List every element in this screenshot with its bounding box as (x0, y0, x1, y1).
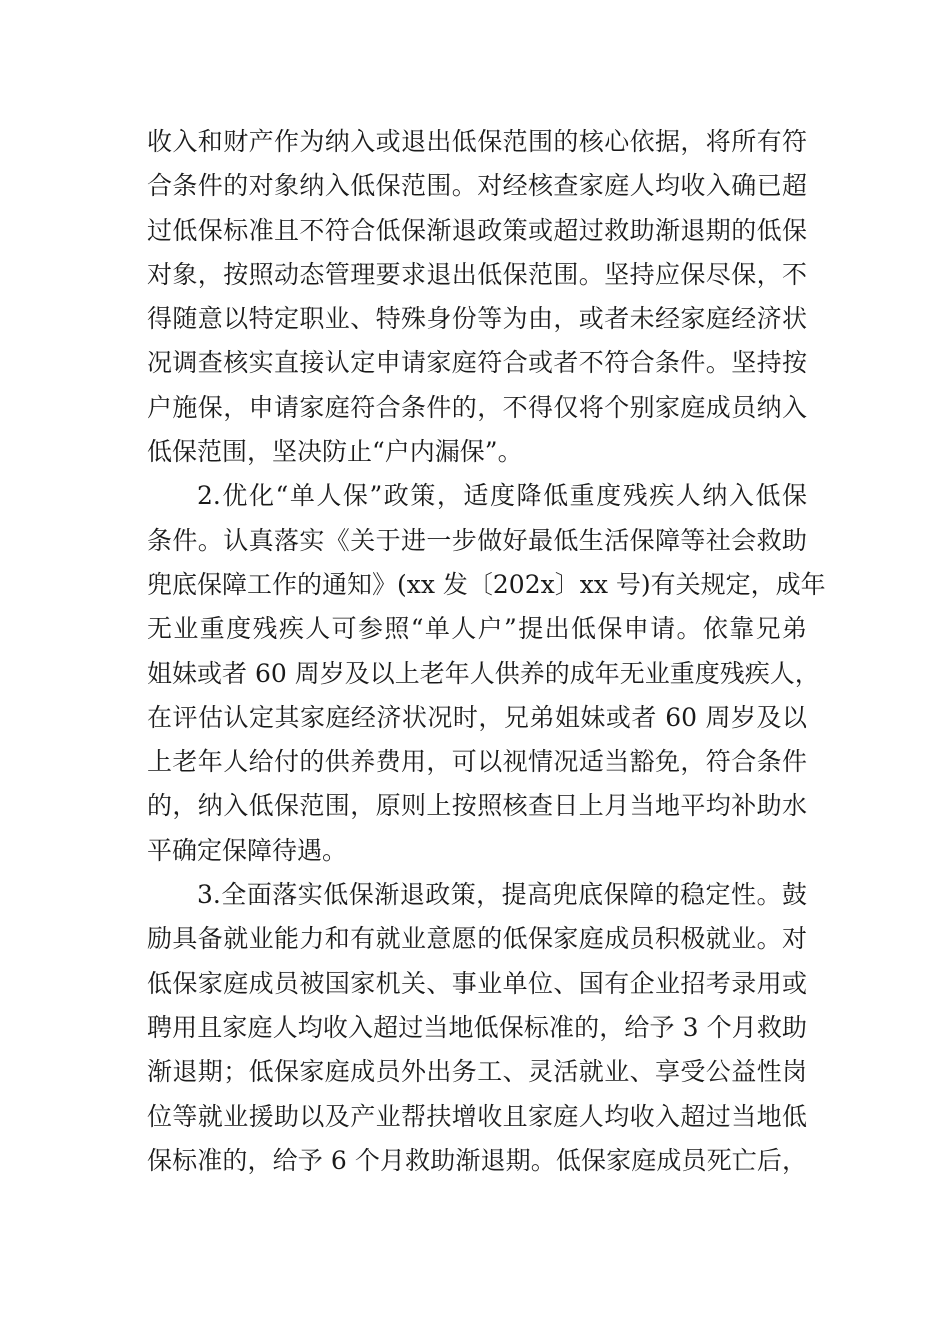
text-line: 聘用且家庭人均收入超过当地低保标准的，给予 3 个月救助 (147, 1012, 807, 1042)
text-line: 无业重度残疾人可参照“单人户”提出低保申请。依靠兄弟 (147, 614, 807, 644)
text-line: 过低保标准且不符合低保渐退政策或超过救助渐退期的低保 (147, 215, 807, 245)
paragraph-heading-line: 3.全面落实低保渐退政策，提高兜底保障的稳定性。鼓 (197, 880, 807, 910)
paragraph-heading-line: 2.优化“单人保”政策，适度降低重度残疾人纳入低保 (197, 481, 807, 511)
text-line: 低保范围，坚决防止“户内漏保”。 (147, 437, 523, 467)
text-line: 收入和财产作为纳入或退出低保范围的核心依据，将所有符 (147, 127, 807, 156)
paragraph-2 (147, 474, 826, 873)
text-line: 励具备就业能力和有就业意愿的低保家庭成员积极就业。对 (147, 924, 807, 954)
text-line: 合条件的对象纳入低保范围。对经核查家庭人均收入确已超 (147, 171, 807, 201)
text-line: 低保家庭成员被国家机关、事业单位、国有企业招考录用或 (147, 968, 807, 998)
text-line: 姐妹或者 60 周岁及以上老年人供养的成年无业重度残疾人， (147, 658, 820, 688)
text-line: 兜底保障工作的通知》(xx 发〔202x〕xx 号)有关规定，成年 (147, 569, 826, 599)
text-line: 上老年人给付的供养费用，可以视情况适当豁免，符合条件 (147, 747, 807, 777)
text-line: 对象，按照动态管理要求退出低保范围。坚持应保尽保，不 (147, 259, 807, 289)
text-line: 户施保，申请家庭符合条件的，不得仅将个别家庭成员纳入 (147, 392, 807, 422)
body-text (147, 120, 826, 1183)
text-line: 在评估认定其家庭经济状况时，兄弟姐妹或者 60 周岁及以 (147, 702, 807, 732)
text-line: 保标准的，给予 6 个月救助渐退期。低保家庭成员死亡后， (147, 1145, 807, 1175)
text-line: 得随意以特定职业、特殊身份等为由，或者未经家庭经济状 (147, 304, 807, 334)
text-line: 位等就业援助以及产业帮扶增收且家庭人均收入超过当地低 (147, 1101, 807, 1131)
text-line: 平确定保障待遇。 (147, 835, 348, 865)
text-line: 渐退期；低保家庭成员外出务工、灵活就业、享受公益性岗 (147, 1057, 807, 1087)
paragraph-1 (147, 120, 807, 474)
text-line: 的，纳入低保范围，原则上按照核查日上月当地平均补助水 (147, 791, 807, 821)
paragraph-3 (147, 873, 807, 1183)
text-line: 条件。认真落实《关于进一步做好最低生活保障等社会救助 (147, 525, 807, 555)
text-line: 况调查核实直接认定申请家庭符合或者不符合条件。坚持按 (147, 348, 807, 378)
